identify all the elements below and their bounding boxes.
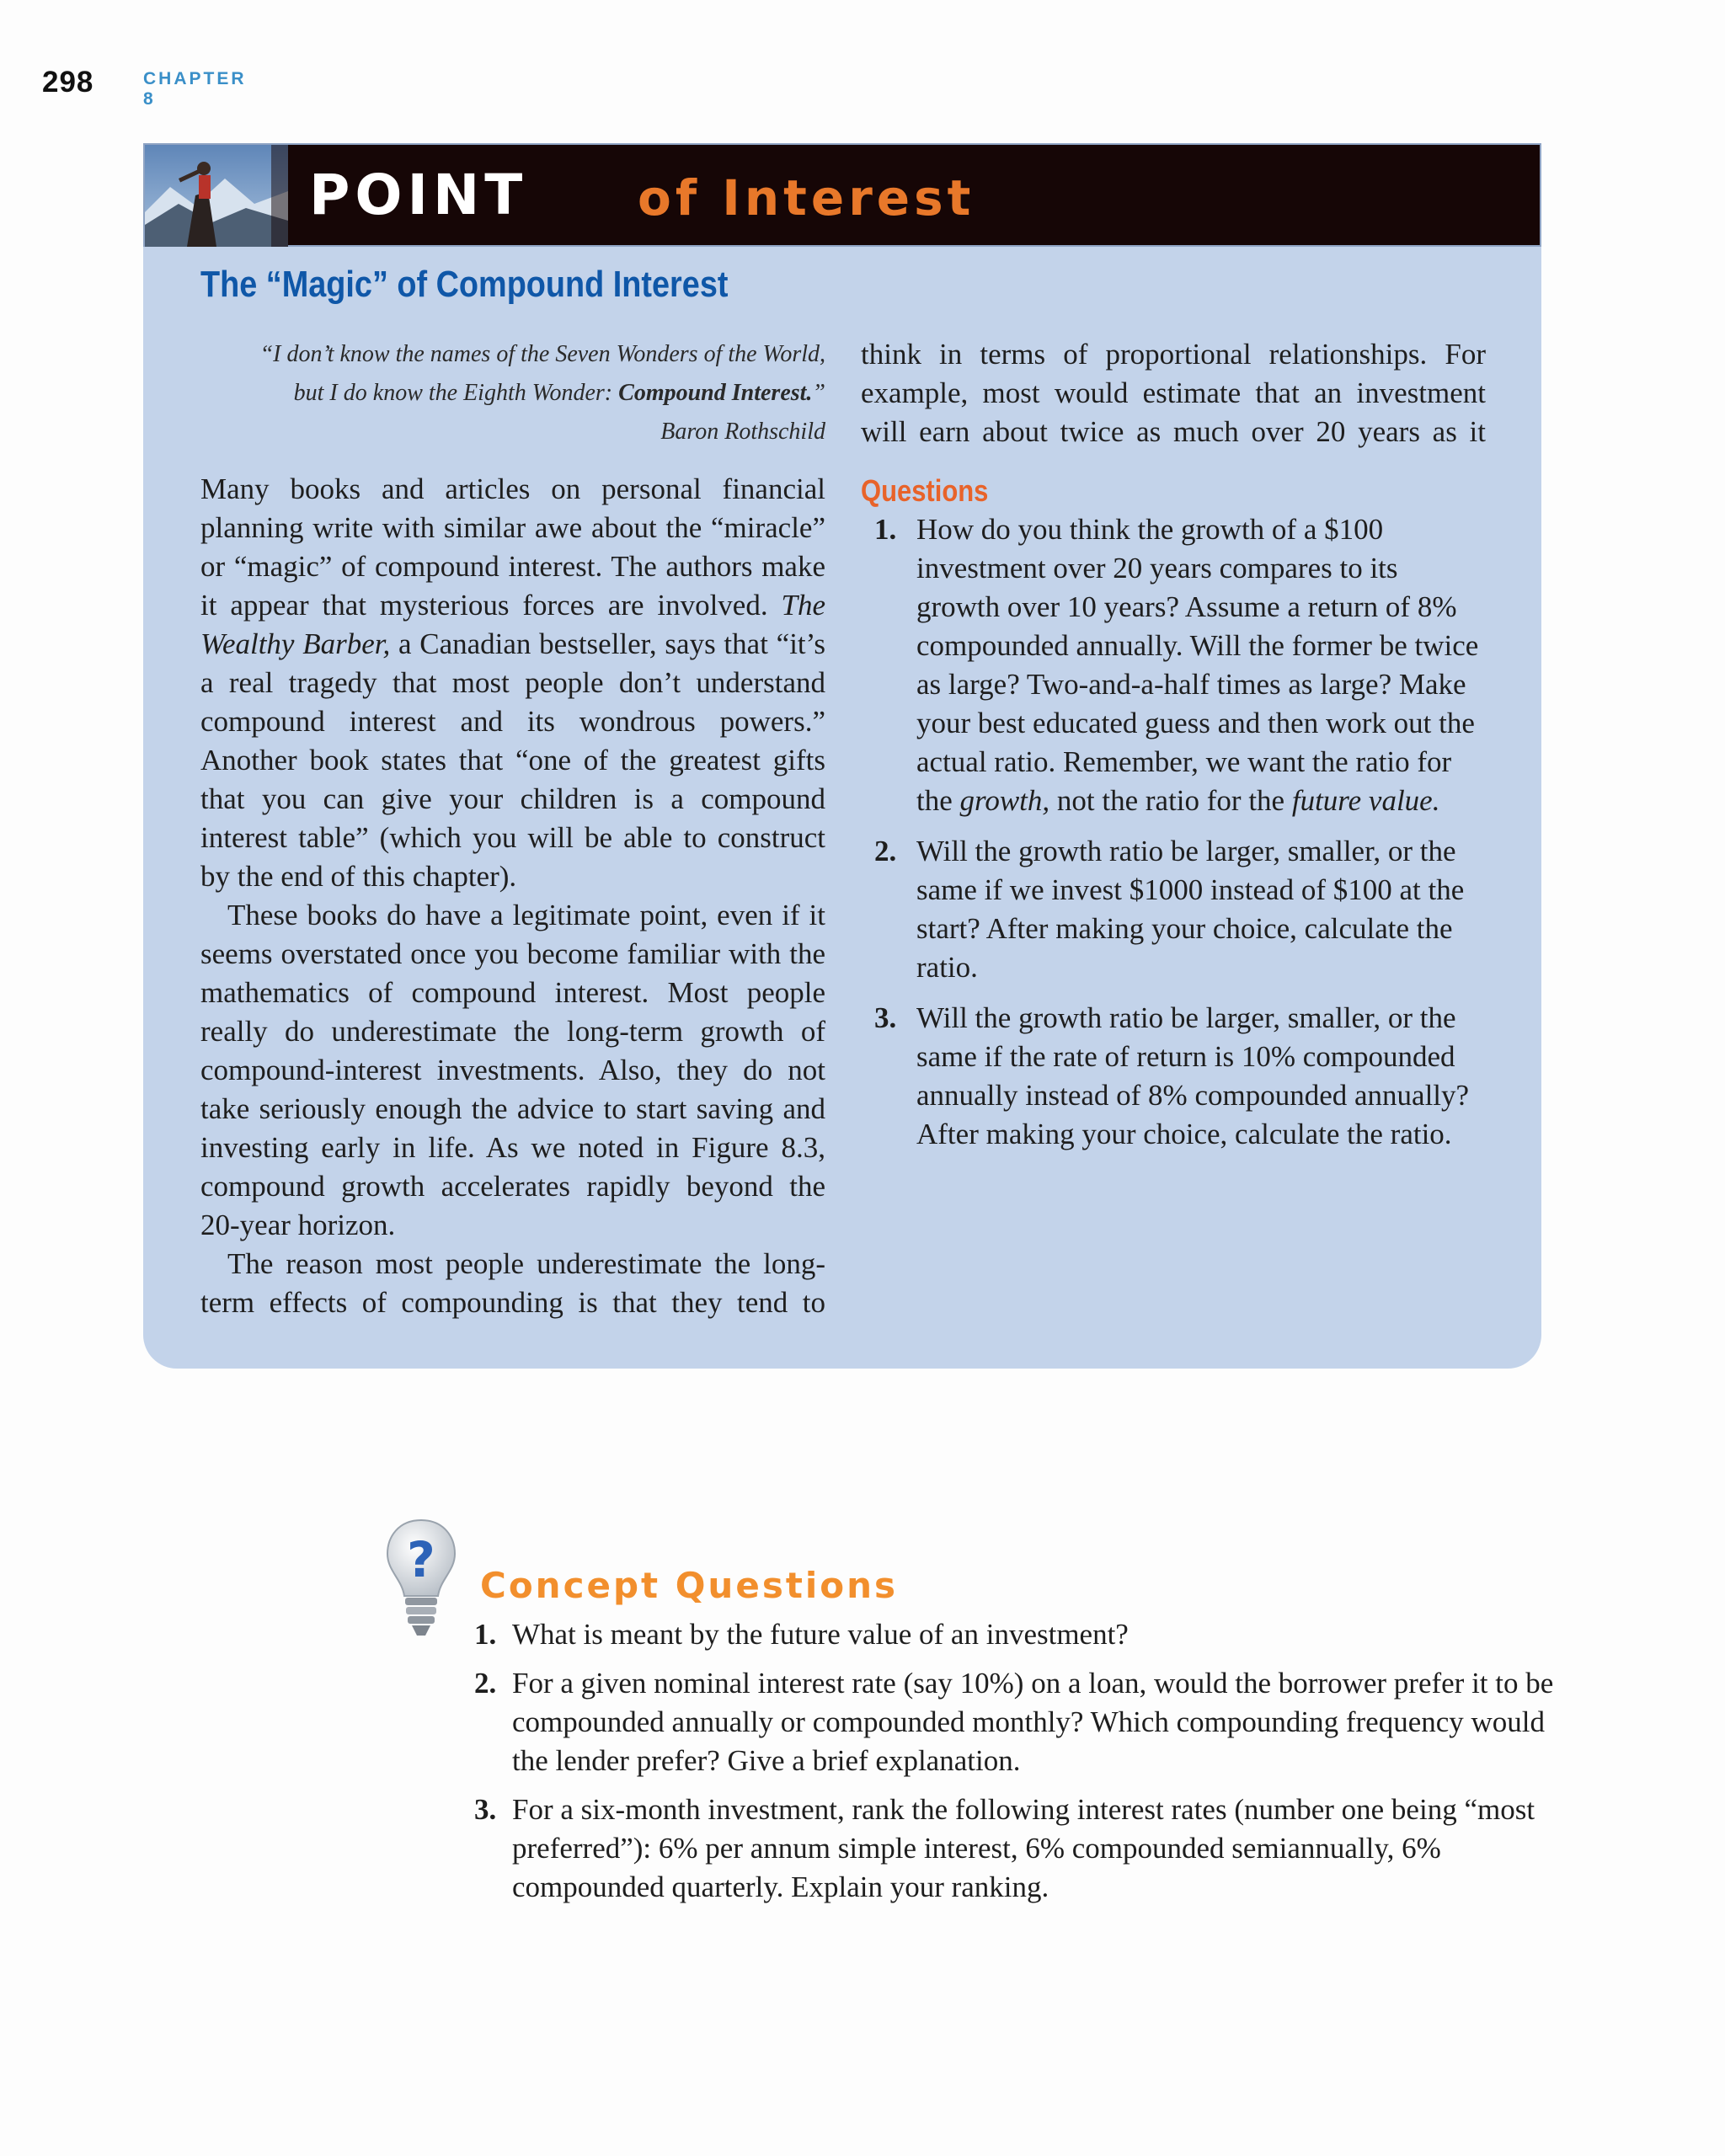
quote-line-1: “I don’t know the names of the Seven Wonders of the World, xyxy=(259,341,825,367)
questions-heading: Questions xyxy=(861,473,989,508)
body-paragraph-3: The reason most people underestimate the long-term effects of compounding is that they tend to xyxy=(200,1247,825,1319)
quote-attribution: Baron Rothschild xyxy=(660,419,825,445)
body-column-left xyxy=(200,470,825,1322)
quote-line-2: but I do know the Eighth Wonder: Compound Interest.” xyxy=(293,380,825,406)
question-number: 3. xyxy=(874,1001,897,1034)
question-lightbulb-icon xyxy=(383,1516,459,1642)
body-paragraph-3-continued: think in terms of proportional relationships. For example, most would estimate that an investment will earn about twice as much over 20 years as it xyxy=(861,338,1486,448)
question-number: 2. xyxy=(474,1667,497,1700)
body-paragraph-1: Many books and articles on personal financial planning write with similar awe about the “miracle” or “magic” of compound interest. The authors make it appear that mysterious forces are involved. The Wealthy Barber, a Canadian bestseller, says that “it’s a real tragedy that most people don’t understand compound interest and its wondrous powers.” Another book states that “one of the greatest gifts that you can give your children is a compound interest table” (which you will be able to construct by the end of this chapter). xyxy=(200,472,825,893)
question-item: 2. Will the growth ratio be larger, smaller, or the same if we invest $1000 instead of $100 at the start? After making your choice, calculate the ratio. xyxy=(861,832,1486,987)
question-item: 1. How do you think the growth of a $100 investment over 20 years compares to its growth over 10 years? Assume a return of 8% compounded annually. Will the former be twice as large? Two-and-a-half times as large? Make your best educated guess and then work out the actual ratio. Remember, we want the ratio for the growth, not the ratio for the future value. xyxy=(861,510,1486,820)
quote-emphasis: Compound Interest. xyxy=(618,380,813,406)
concept-question-item: 2. For a given nominal interest rate (say 10%) on a loan, would the borrower prefer it to be compounded annually or compounded monthly? Which compounding frequency would the lender prefer? Give a brief explanation. xyxy=(467,1664,1562,1780)
page-number: 298 xyxy=(42,66,94,99)
concept-question-item: 1. What is meant by the future value of an investment? xyxy=(467,1615,1562,1654)
epigraph-quote xyxy=(200,335,825,451)
questions-list xyxy=(861,510,1486,1154)
body-column-right xyxy=(861,335,1486,1154)
question-number: 1. xyxy=(874,513,897,546)
banner-point-word: POINT xyxy=(309,163,528,227)
concept-questions-list xyxy=(467,1615,1562,1917)
question-number: 2. xyxy=(874,835,897,867)
question-number: 1. xyxy=(474,1618,497,1651)
body-paragraph-2: These books do have a legitimate point, even if it seems overstated once you become familiar with the mathematics of compound interest. Most people really do underestimate the long-term growth of compound-interest investments. Also, they do not take seriously enough the advice to start saving and investing early in life. As we noted in Figure 8.3, compound growth accelerates rapidly beyond the 20-year horizon. xyxy=(200,899,825,1241)
concept-question-item: 3. For a six-month investment, rank the following interest rates (number one being “most preferred”): 6% per annum simple interest, 6% compounded semiannually, 6% compounded quarterly. Explain your ranking. xyxy=(467,1790,1562,1907)
banner-of-interest-words: of Interest xyxy=(638,169,975,227)
point-of-interest-box xyxy=(143,143,1541,1369)
book-title: The Wealthy Barber, xyxy=(200,589,825,660)
feature-title: The “Magic” of Compound Interest xyxy=(200,264,729,305)
concept-questions-title: Concept Questions xyxy=(480,1565,899,1606)
mountain-climber-photo xyxy=(145,145,288,247)
question-number: 3. xyxy=(474,1793,497,1826)
question-item: 3. Will the growth ratio be larger, smaller, or the same if the rate of return is 10% compounded annually instead of 8% compounded annually? After making your choice, calculate the ratio. xyxy=(861,999,1486,1154)
chapter-label: CHAPTER 8 xyxy=(143,69,247,109)
point-of-interest-banner xyxy=(143,143,1541,247)
svg-text:?: ? xyxy=(407,1531,435,1588)
